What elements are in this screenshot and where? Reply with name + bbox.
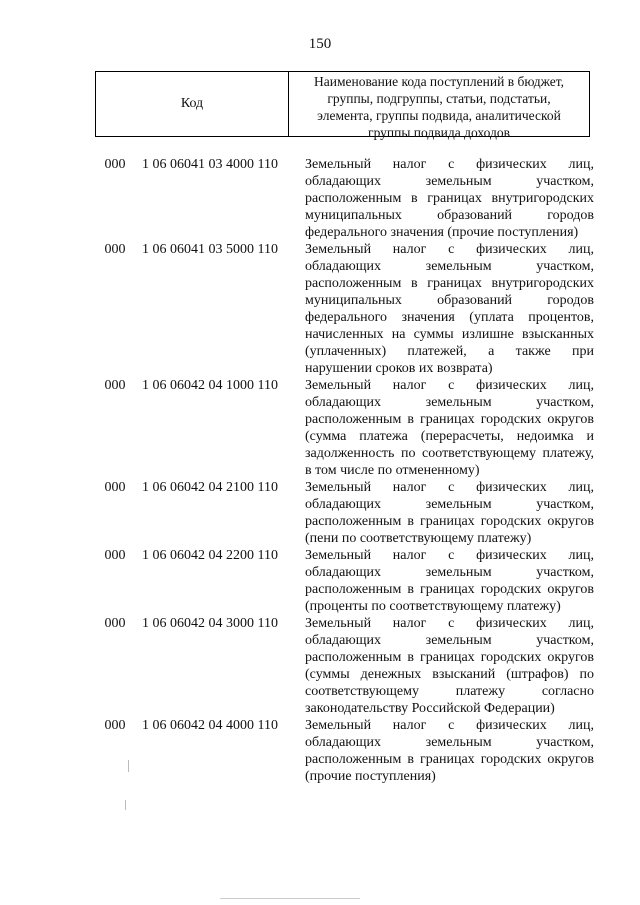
table-row (95, 241, 595, 377)
admin-code-cell: 000 (104, 548, 126, 563)
header-code-cell: Код (96, 72, 289, 136)
revenue-code-cell: 1 06 06041 03 5000 110 (142, 242, 278, 257)
description-line: расположенным в границах городских округов (305, 752, 594, 767)
description-line: законодательству Российской Федерации) (305, 701, 555, 716)
description-line: (пени по соответствующему платежу) (305, 531, 532, 546)
description-line: муниципальных образований городов (305, 293, 594, 308)
description-line: начисленных на суммы излишне взысканных (305, 327, 594, 342)
description-line: Земельный налог с физических лиц, (305, 480, 594, 495)
revenue-code-cell: 1 06 06042 04 4000 110 (142, 718, 278, 733)
description-cell (305, 156, 594, 241)
description-line: задолженность по соответствующему платежу, (305, 446, 594, 461)
header-name-line: группы подвида доходов (368, 125, 510, 140)
description-cell (305, 377, 594, 479)
description-line: расположенным в границах внутригородских (305, 276, 594, 291)
description-cell (305, 241, 594, 377)
description-cell (305, 615, 594, 717)
header-name-line: элемента, группы подвида, аналитической (317, 108, 561, 123)
description-line: федерального значения (уплата процентов, (305, 310, 594, 325)
description-line: (суммы денежных взысканий (штрафов) по (305, 667, 594, 682)
admin-code-cell: 000 (104, 480, 126, 495)
table-row (95, 547, 595, 615)
table-row (95, 717, 595, 785)
description-line: (уплаченных) платежей, а также при (305, 344, 594, 359)
revenue-code-cell: 1 06 06041 03 4000 110 (142, 157, 278, 172)
description-line: Земельный налог с физических лиц, (305, 378, 594, 393)
description-line: нарушении сроков их возврата) (305, 361, 493, 376)
description-line: расположенным в границах городских округов (305, 650, 594, 665)
table-row (95, 479, 595, 547)
description-line: обладающих земельным участком, (305, 633, 594, 648)
description-line: (проценты по соответствующему платежу) (305, 599, 561, 614)
description-line: федерального значения (прочие поступления) (305, 225, 579, 240)
table-row (95, 156, 595, 241)
description-line: соответствующему платежу согласно (305, 684, 594, 699)
description-line: обладающих земельным участком, (305, 735, 594, 750)
description-line: обладающих земельным участком, (305, 259, 594, 274)
admin-code-cell: 000 (104, 242, 126, 257)
description-cell (305, 547, 594, 615)
description-line: обладающих земельным участком, (305, 497, 594, 512)
description-line: расположенным в границах городских округов (305, 514, 594, 529)
revenue-code-cell: 1 06 06042 04 2100 110 (142, 480, 278, 495)
header-name-line: Наименование кода поступлений в бюджет, (313, 74, 564, 89)
description-line: Земельный налог с физических лиц, (305, 616, 594, 631)
description-line: расположенным в границах внутригородских (305, 191, 594, 206)
header-name-cell (289, 72, 589, 140)
scan-artifact (125, 800, 126, 810)
description-line: Земельный налог с физических лиц, (305, 548, 594, 563)
admin-code-cell: 000 (104, 378, 126, 393)
table-header (95, 71, 590, 140)
admin-code-cell: 000 (104, 718, 126, 733)
revenue-code-cell: 1 06 06042 04 1000 110 (142, 378, 278, 393)
description-line: Земельный налог с физических лиц, (305, 718, 594, 733)
table-row (95, 377, 595, 479)
scan-artifact (128, 760, 129, 772)
table-body (95, 156, 595, 785)
description-line: (сумма платежа (перерасчеты, недоимка и (305, 429, 594, 444)
revenue-code-cell: 1 06 06042 04 3000 110 (142, 616, 278, 631)
table-row (95, 615, 595, 717)
header-name-line: группы, подгруппы, статьи, подстатьи, (327, 91, 551, 106)
revenue-code-cell: 1 06 06042 04 2200 110 (142, 548, 278, 563)
description-line: обладающих земельным участком, (305, 565, 594, 580)
scan-artifact (220, 898, 360, 899)
description-line: Земельный налог с физических лиц, (305, 157, 594, 172)
description-line: расположенным в границах городских округов (305, 582, 594, 597)
description-line: в том числе по отмененному) (305, 463, 480, 478)
description-cell (305, 479, 594, 547)
description-cell (305, 717, 594, 785)
description-line: Земельный налог с физических лиц, (305, 242, 594, 257)
description-line: обладающих земельным участком, (305, 395, 594, 410)
description-line: (прочие поступления) (305, 769, 436, 784)
page-number: 150 (308, 36, 332, 52)
admin-code-cell: 000 (104, 157, 126, 172)
description-line: расположенным в границах городских округов (305, 412, 594, 427)
admin-code-cell: 000 (104, 616, 126, 631)
description-line: муниципальных образований городов (305, 208, 594, 223)
description-line: обладающих земельным участком, (305, 174, 594, 189)
